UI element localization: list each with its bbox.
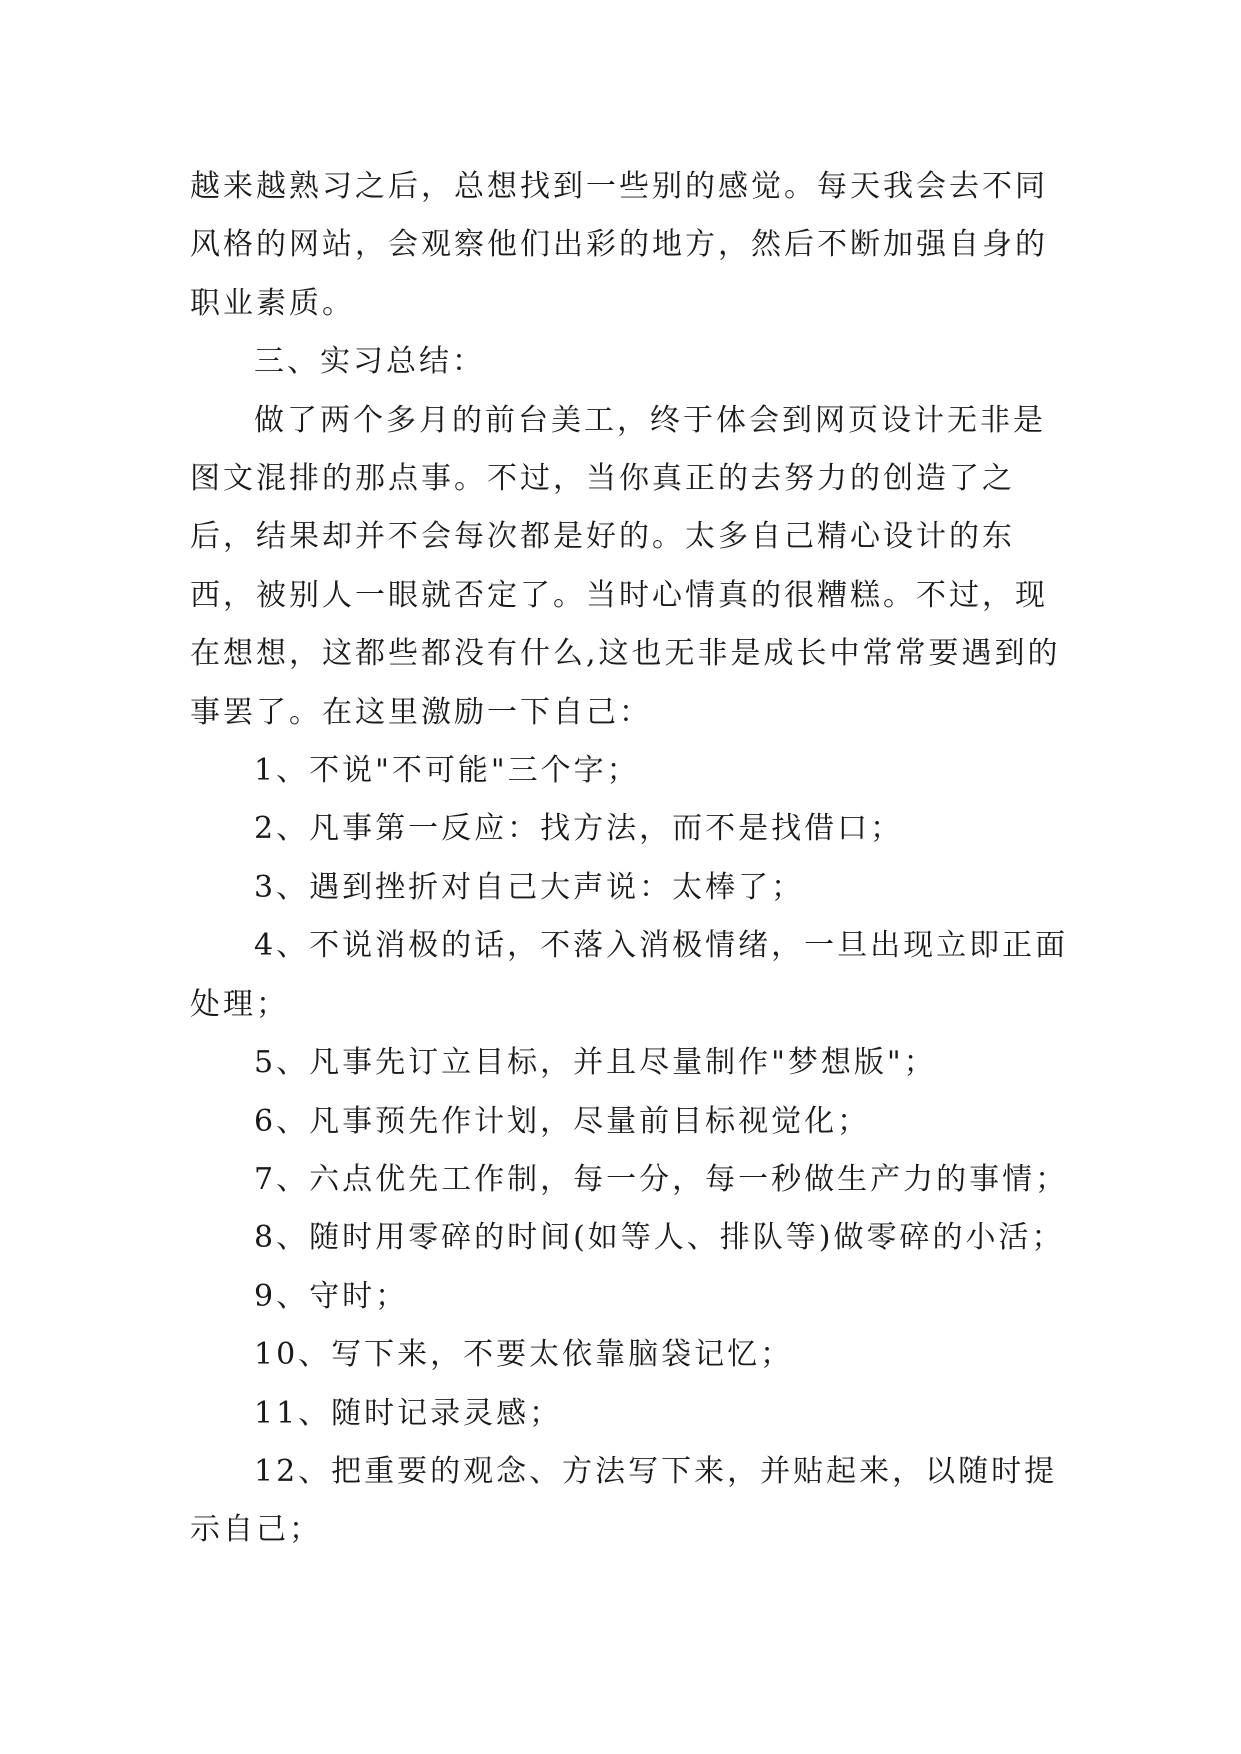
- list-item: 2、凡事第一反应：找方法，而不是找借口；: [254, 811, 904, 847]
- list-item: 9、守时；: [254, 1278, 409, 1314]
- list-item: 12、把重要的观念、方法写下来，并贴起来，以随时提示自己；: [190, 1453, 1058, 1548]
- list-item: 10、写下来，不要太依靠脑袋记忆；: [254, 1337, 794, 1373]
- list-item: 7、六点优先工作制，每一分，每一秒做生产力的事情；: [254, 1161, 1069, 1197]
- section-heading-summary: 三、实习总结：: [254, 344, 485, 380]
- paragraph-continuation: 越来越熟习之后，总想找到一些别的感觉。每天我会去不同风格的网站，会观察他们出彩的地方，然后不断加强自身的职业素质。: [190, 169, 1048, 321]
- list-item: 6、凡事预先作计划，尽量前目标视觉化；: [254, 1103, 871, 1139]
- list-item: 1、不说"不可能"三个字；: [254, 753, 640, 789]
- paragraph-summary: 做了两个多月的前台美工，终于体会到网页设计无非是图文混排的那点事。不过，当你真正的去努力的创造了之后，结果却并不会每次都是好的。太多自己精心设计的东西，被别人一眼就否定了。当时心情真的很糟糕。不过，现在想想，这都些都没有什么,这也无非是成长中常常要遇到的事罢了。在这里激励一下自己：: [190, 402, 1061, 730]
- list-item: 8、随时用零碎的时间(如等人、排队等)做零碎的小活；: [254, 1220, 1065, 1256]
- list-item: 11、随时记录灵感；: [254, 1395, 563, 1431]
- list-item: 5、凡事先订立目标，并且尽量制作"梦想版"；: [254, 1045, 937, 1081]
- list-item: 4、不说消极的话，不落入消极情绪，一旦出现立即正面处理；: [190, 928, 1069, 1022]
- document-body: [190, 158, 1070, 1560]
- list-item: 3、遇到挫折对自己大声说：太棒了；: [254, 869, 805, 905]
